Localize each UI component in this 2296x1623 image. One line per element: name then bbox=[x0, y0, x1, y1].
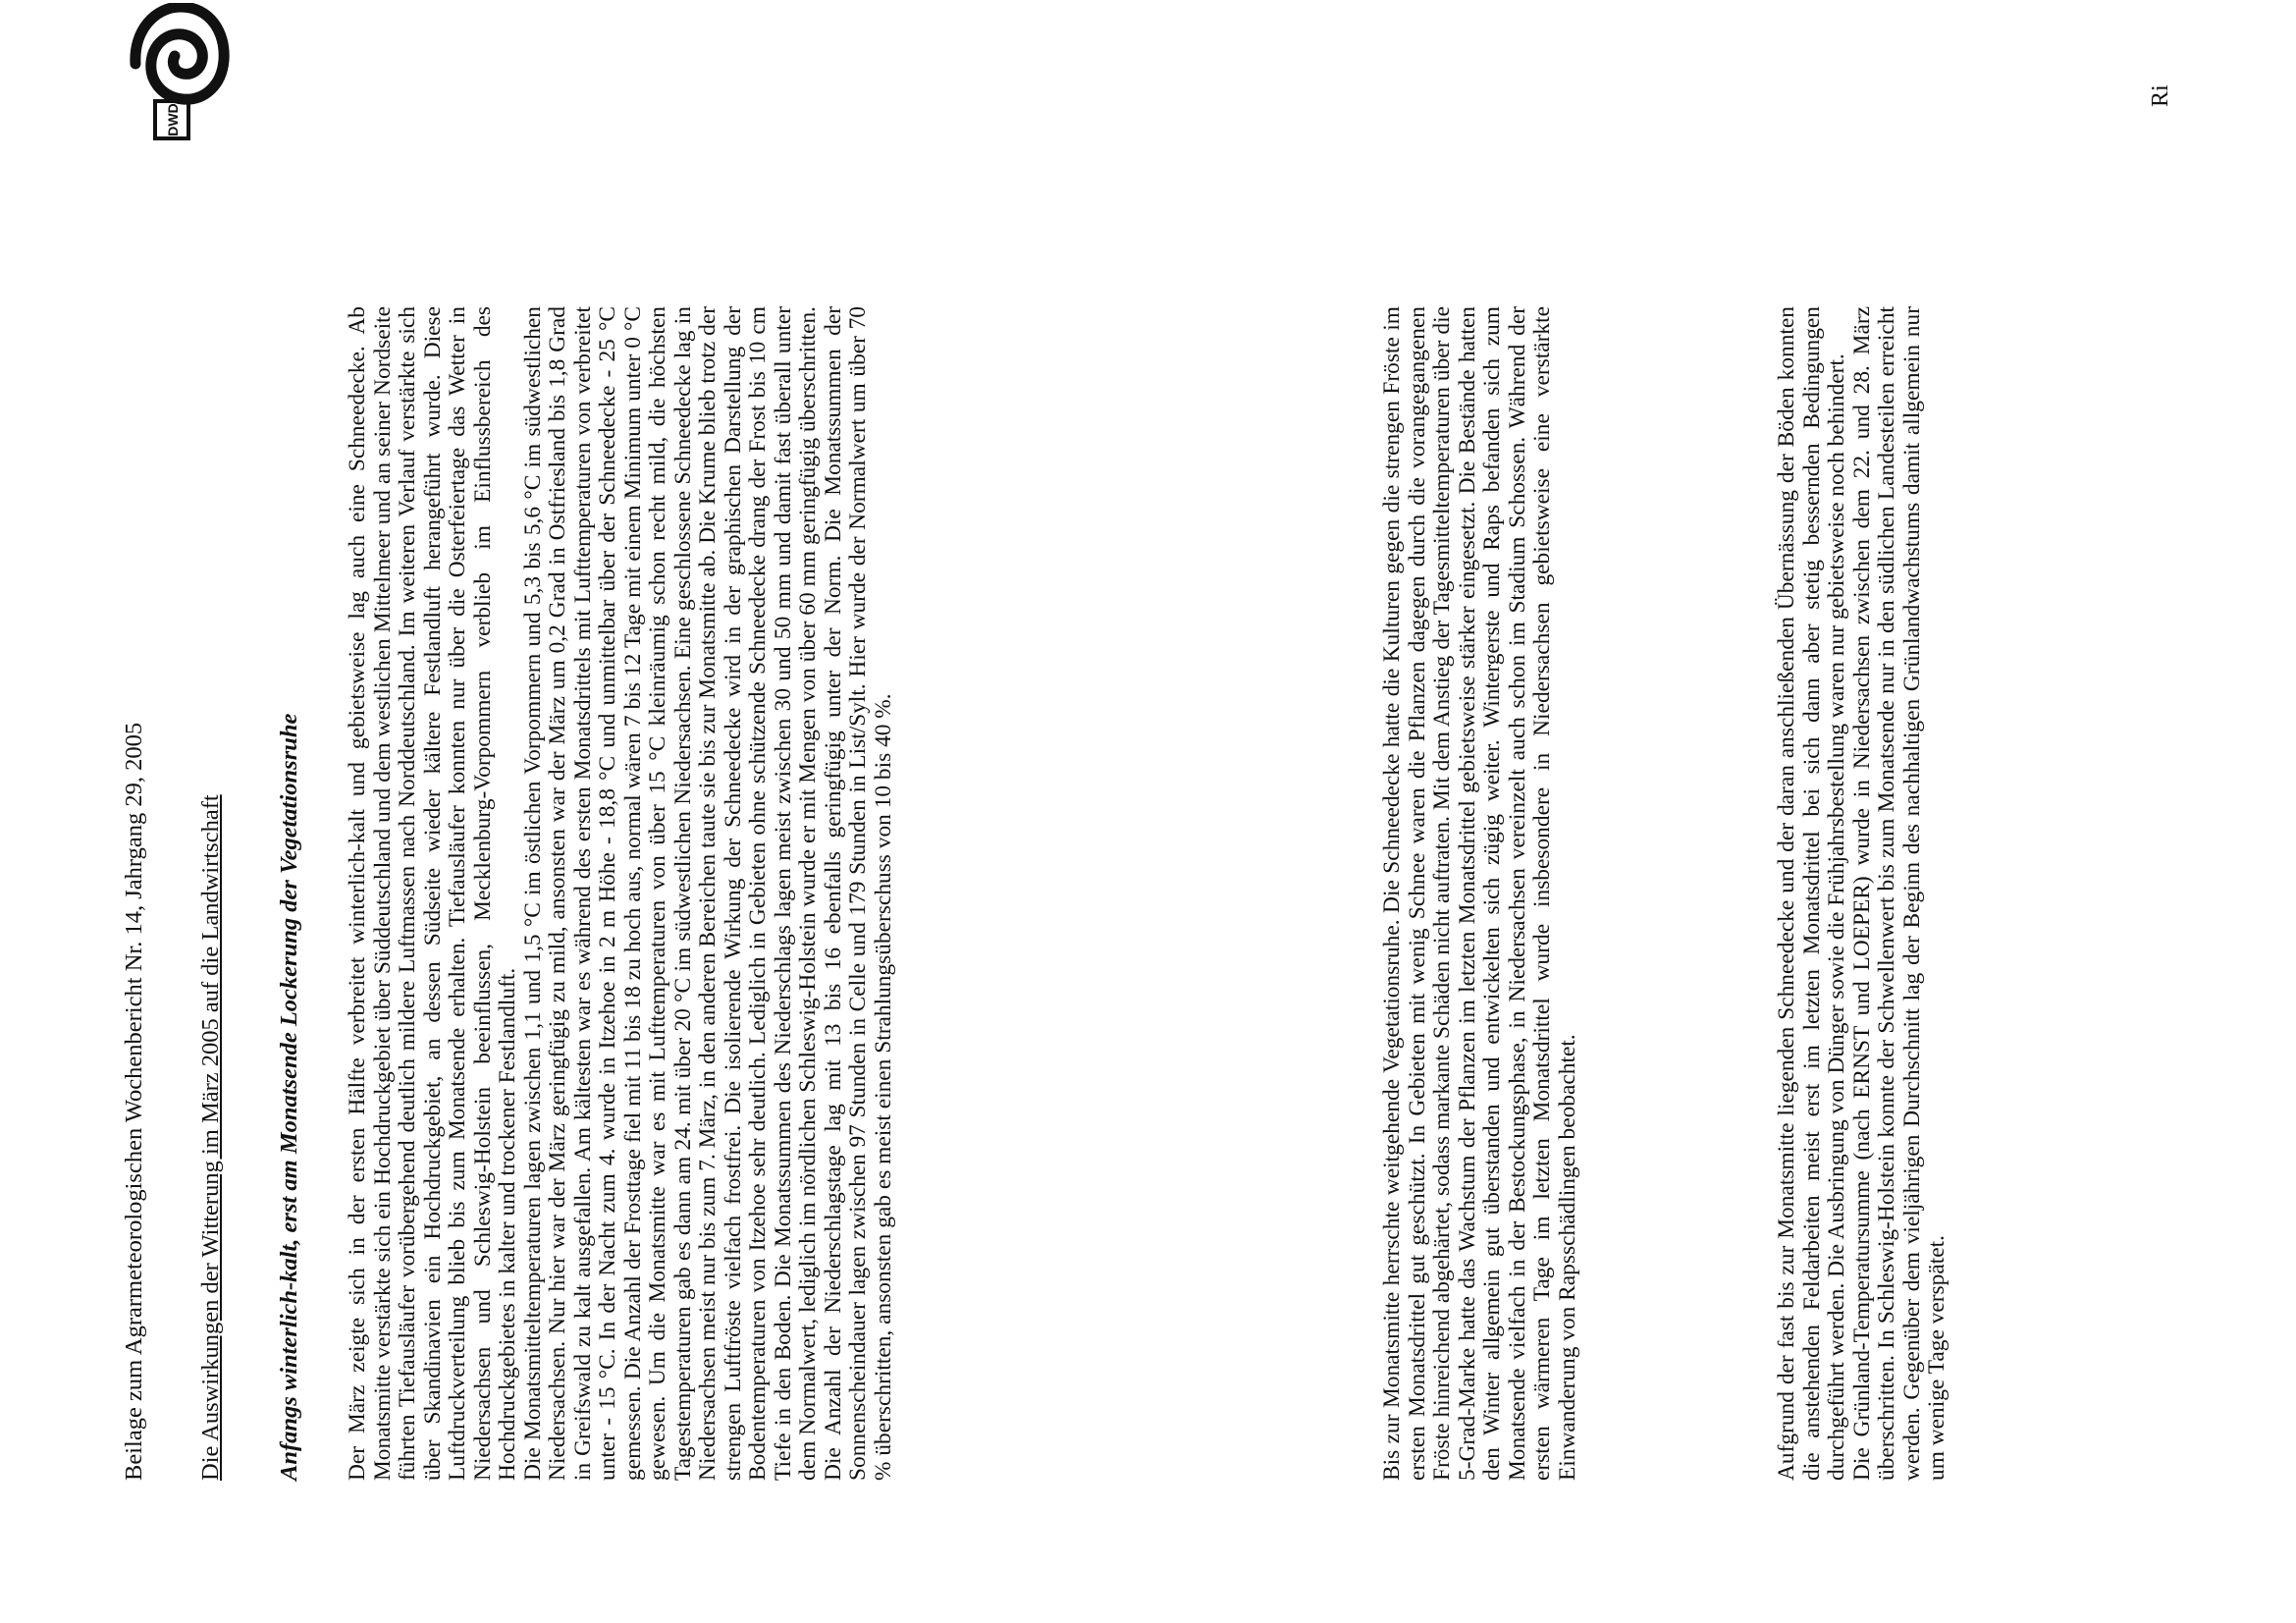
paragraph-grassland: Die Grünland-Temperatursumme (nach ERNST und LOEPER) wurde in Niedersachsen zwischen dem 22. und 28. März überschritten. In Schleswig-Holstein konnte der Schwellenwert bis zum Monatsende nur in den südlichen Landesteilen erreicht werden. Gegenüber dem vieljährigen Durchschnitt lag der Beginn des nachhaltigen Grünlandwachstums damit allgemein nur um wenige Tage verspätet. bbox=[1848, 306, 1949, 1481]
text-block-fieldwork bbox=[1775, 306, 1950, 1481]
author-signature: Ri bbox=[2148, 84, 2173, 107]
section-heading: Anfangs winterlich-kalt, erst am Monatsende Lockerung der Vegetationsruhe bbox=[276, 713, 302, 1481]
logo-text: DWD bbox=[165, 103, 181, 136]
paragraph-temperatures: Die Monatsmitteltemperaturen lagen zwischen 1,1 und 1,5 °C im östlichen Vorpommern und 5,3 bis 5,6 °C im südwestlichen Niedersachsen. Nur hier war der März geringfügig zu mild, ansonsten war der März um 0,2 Grad in Ostfriesland bis 1,8 Grad in Greifswald zu kalt ausgefallen. Am kältesten war es während des ersten Monatsdrittels mit Lufttemperaturen von verbreitet unter - 15 °C. In der Nacht zum 4. wurde in Itzehoe in 2 m Höhe - 18,8 °C und unmittelbar über der Schneedecke - 25 °C gemessen. Die Anzahl der Frosttage fiel mit 11 bis 18 zu hoch aus, normal wären 7 bis 12 Tage mit einem Minimum unter 0 °C gewesen. Um die Monatsmitte war es mit Lufttemperaturen von über 15 °C kleinräumig schon recht mild, die höchsten Tagestemperaturen gab es dann am 24. mit über 20 °C im südwestlichen Niedersachsen. Eine geschlossene Schneedecke lag in Niedersachsen meist nur bis zum 7. März, in den anderen Bereichen taute sie bis zur Monatsmitte ab. Die Krume blieb trotz der strengen Luftfröste vielfach frostfrei. Die isolierende Wirkung der Schneedecke wird in der graphischen Darstellung der Bodentemperaturen von Itzehoe sehr deutlich. Lediglich in Gebieten ohne schützende Schneedecke drang der Frost bis 10 cm Tiefe in den Boden. Die Monatssummen des Niederschlags lagen meist zwischen 30 und 50 mm und damit fast überall unter dem Normalwert, lediglich im nördlichen Schleswig-Holstein wurde er mit Mengen von über 60 mm geringfügig überschritten. Die Anzahl der Niederschlagstage lag mit 13 bis 16 ebenfalls geringfügig unter der Norm. Die Monatssummen der Sonnenscheindauer lagen zwischen 97 Stunden in Celle und 179 Stunden in List/Sylt. Hier wurde der Normalwert um über 70 % überschritten, ansonsten gab es meist einen Strahlungsüberschuss von 10 bis 40 %. bbox=[519, 306, 896, 1481]
document-title: Die Auswirkungen der Witterung im März 2005 auf die Landwirtschaft bbox=[197, 794, 224, 1481]
supplement-header: Beilage zum Agrarmeteorologischen Wochenbericht Nr. 14, Jahrgang 29, 2005 bbox=[121, 722, 147, 1481]
paragraph-fieldwork: Aufgrund der fast bis zur Monatsmitte liegenden Schneedecke und der daran anschließenden Übernässung der Böden konnten die anstehenden Feldarbeiten meist erst im letzten Monatsdrittel bei sich dann aber stetig bessernden Bedingungen durchgeführt werden. Die Ausbringung von Dünger sowie die Frühjahrsbestellung waren nur gebietsweise noch behindert. bbox=[1774, 306, 1849, 1481]
paragraph-vegetation: Bis zur Monatsmitte herrschte weitgehende Vegetationsruhe. Die Schneedecke hatte die Kulturen gegen die strengen Fröste im ersten Monatsdrittel gut geschützt. In Gebieten mit wenig Schnee waren die Pflanzen dagegen durch die vorangegangenen Fröste hinreichend abgehärtet, sodass markante Schäden nicht auftraten. Mit dem Anstieg der Tagesmitteltemperaturen über die 5-Grad-Marke hatte das Wachstum der Pflanzen im letzten Monatsdrittel gebietsweise stärker eingesetzt. Die Bestände hatten den Winter allgemein gut überstanden und entwickelten sich zügig weiter. Wintergerste und Raps befanden sich zum Monatsende vielfach in der Bestockungsphase, in Niedersachsen vereinzelt auch schon im Stadium Schossen. Während der ersten wärmeren Tage im letzten Monatsdrittel wurde insbesondere in Niedersachsen gebietsweise eine verstärkte Einwanderung von Rapsschädlingen beobachtet. bbox=[1379, 306, 1580, 1481]
text-block-vegetation bbox=[1380, 306, 1580, 1481]
dwd-logo bbox=[128, 3, 230, 140]
paragraph-weather-overview: Der März zeigte sich in der ersten Hälfte verbreitet winterlich-kalt und gebietsweise lag auch eine Schneedecke. Ab Monatsmitte verstärkte sich ein Hochdruckgebiet über Süddeutschland und dem westlichen Mittelmeer und an seiner Nordseite führten Tiefausläufer vorübergehend deutlich mildere Luftmassen nach Norddeutschland. Im weiteren Verlauf verstärkte sich über Skandinavien ein Hochdruckgebiet, an dessen Südseite wieder kältere Festlandluft herangeführt wurde. Diese Luftdruckverteilung blieb bis zum Monatsende erhalten. Tiefausläufer konnten nur über die Osterfeiertage das Wetter in Niedersachsen und Schleswig-Holstein beeinflussen, Mecklenburg-Vorpommern verblieb im Einflussbereich des Hochdruckgebietes in kalter und trockener Festlandluft. bbox=[345, 306, 520, 1481]
dwd-logo-mark bbox=[135, 7, 224, 138]
text-block-weather bbox=[346, 306, 896, 1481]
